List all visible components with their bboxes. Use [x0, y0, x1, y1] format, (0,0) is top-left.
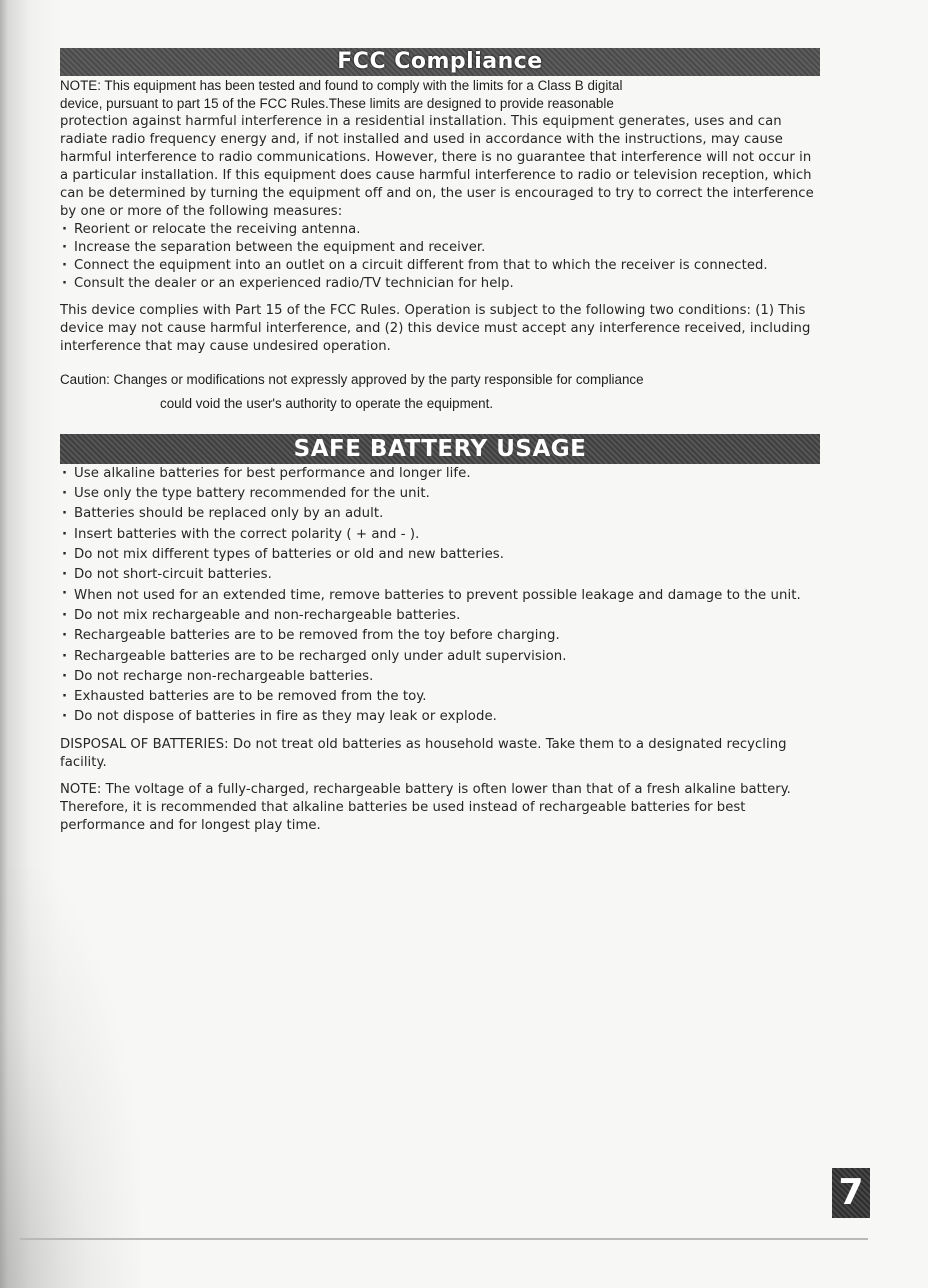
fcc-note-block — [60, 77, 820, 416]
page-bottom-rule — [20, 1238, 868, 1240]
list-item: · Do not short-circuit batteries. — [60, 565, 820, 585]
battery-safety-list — [60, 464, 820, 727]
list-item: · Insert batteries with the correct polarity ( + and - ). — [60, 525, 820, 545]
list-item: · Increase the separation between the equipment and receiver. — [60, 239, 820, 257]
fcc-note-line1: NOTE: This equipment has been tested and found to comply with the limits for a Class B digital — [60, 78, 623, 93]
list-item: · Do not mix different types of batteries or old and new batteries. — [60, 545, 820, 565]
fcc-measures-list — [60, 221, 820, 293]
list-item: · Exhausted batteries are to be removed from the toy. — [60, 687, 820, 707]
safe-battery-usage-title: SAFE BATTERY USAGE — [293, 436, 587, 462]
list-item: · Do not recharge non-rechargeable batteries. — [60, 667, 820, 687]
fcc-compliance-title: FCC Compliance — [337, 49, 543, 74]
scan-corner-shadow — [0, 868, 140, 1288]
page-number: 7 — [838, 1172, 864, 1213]
fcc-compliance-banner — [60, 48, 820, 76]
list-item: · Batteries should be replaced only by an adult. — [60, 504, 820, 524]
list-item: · When not used for an extended time, remove batteries to prevent possible leakage and damage to the unit. — [60, 585, 820, 606]
fcc-caution — [60, 368, 820, 416]
list-item: · Reorient or relocate the receiving antenna. — [60, 221, 820, 239]
safe-battery-usage-banner — [60, 434, 820, 464]
list-item: · Use alkaline batteries for best performance and longer life. — [60, 464, 820, 484]
list-item: · Consult the dealer or an experienced radio/TV technician for help. — [60, 275, 820, 293]
fcc-note-body: protection against harmful interference in a residential installation. This equipment generates, uses and can radiate radio frequency energy and, if not installed and used in accordance with the instructions, may cause harmful interference to radio communications. However, there is no guarantee that interference will not occur in a particular installation. If this equipment does cause harmful interference to radio or television reception, which can be determined by turning the equipment off and on, the user is encouraged to try to correct the interference by one or more of the following measures: — [60, 114, 814, 219]
fcc-note-line2: device, pursuant to part 15 of the FCC Rules.These limits are designed to provide reasonable — [60, 96, 614, 111]
fcc-part15-statement: This device complies with Part 15 of the FCC Rules. Operation is subject to the following two conditions: (1) This device may not cause harmful interference, and (2) this device must accept any interference received, including interference that may cause undesired operation. — [60, 303, 811, 354]
manual-page — [60, 48, 820, 835]
battery-disposal-text: DISPOSAL OF BATTERIES: Do not treat old batteries as household waste. Take them to a designated recycling facility. — [60, 737, 787, 771]
list-item: · Do not dispose of batteries in fire as they may leak or explode. — [60, 707, 820, 727]
list-item: · Do not mix rechargeable and non-rechargeable batteries. — [60, 606, 820, 626]
list-item: · Rechargeable batteries are to be recharged only under adult supervision. — [60, 647, 820, 667]
list-item: · Use only the type battery recommended for the unit. — [60, 484, 820, 504]
page-number-badge — [832, 1168, 870, 1218]
list-item: · Connect the equipment into an outlet on a circuit different from that to which the receiver is connected. — [60, 257, 820, 275]
fcc-caution-line1: Caution: Changes or modifications not expressly approved by the party responsible for compliance — [60, 372, 644, 387]
list-item: · Rechargeable batteries are to be removed from the toy before charging. — [60, 626, 820, 646]
fcc-caution-line2: could void the user's authority to operate the equipment. — [160, 396, 494, 411]
battery-voltage-note: NOTE: The voltage of a fully-charged, rechargeable battery is often lower than that of a fresh alkaline battery. Therefore, it is recommended that alkaline batteries be used instead of rechargeable batteries for best performance and for longest play time. — [60, 782, 791, 834]
